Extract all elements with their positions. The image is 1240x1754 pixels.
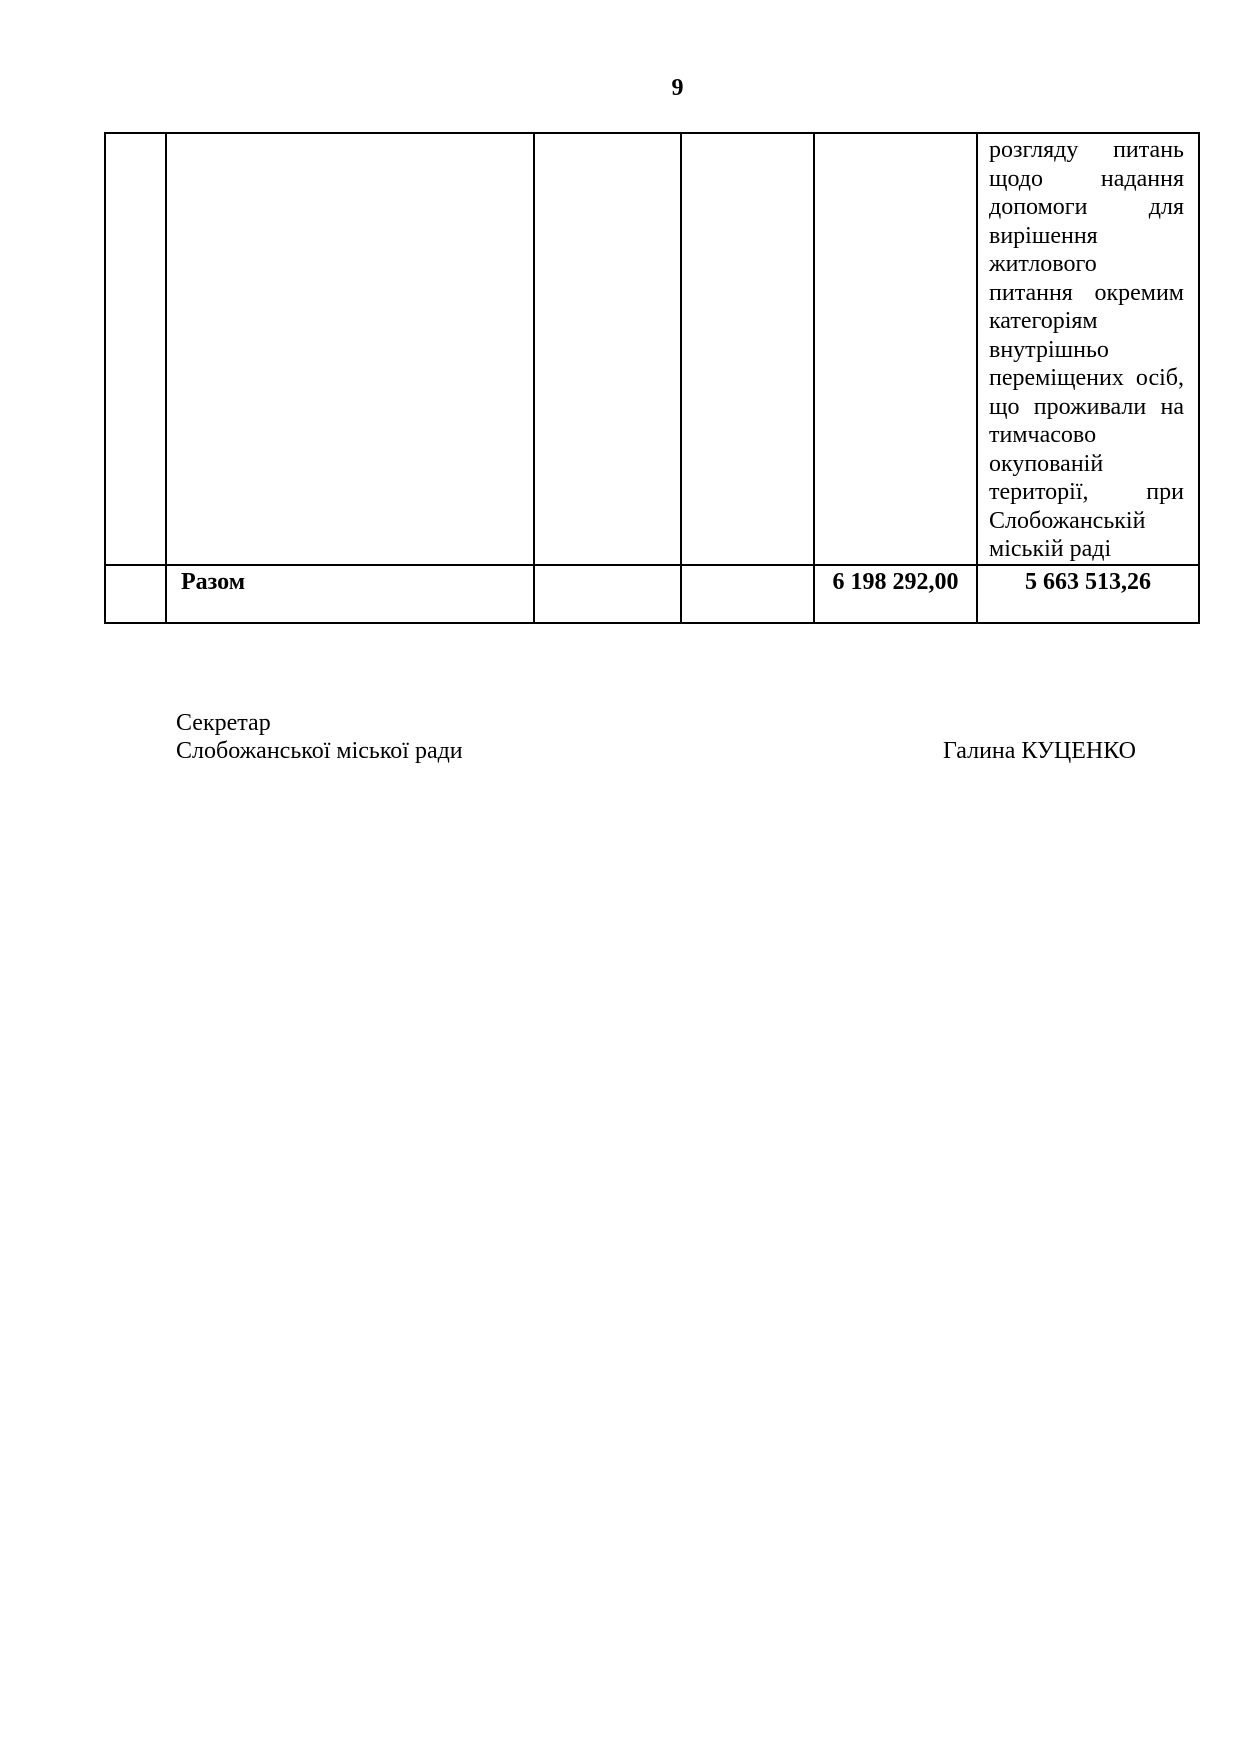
signature-name: Галина КУЦЕНКО	[942, 738, 1136, 764]
description-line: переміщених осіб,	[989, 365, 1184, 391]
description-line: внутрішньо	[989, 336, 1109, 363]
signature-title-line2: Слобожанської міської ради	[176, 738, 463, 764]
total-label: Разом	[166, 565, 534, 623]
signature-title-line1: Секретар	[176, 710, 271, 736]
description-line: допомоги для	[989, 194, 1184, 220]
description-line: вирішення	[989, 222, 1098, 249]
amount-cell	[814, 133, 977, 565]
description-line: що проживали на	[989, 393, 1184, 420]
description-line: щодо надання	[989, 165, 1184, 192]
total-row	[105, 565, 1199, 623]
empty-cell	[534, 565, 681, 623]
empty-cell	[681, 133, 814, 565]
description-line: житлового	[989, 251, 1097, 277]
program-name-cell	[166, 133, 534, 565]
description-line: категоріям	[989, 308, 1098, 334]
description-line: питання окремим	[989, 279, 1184, 306]
signature-block	[176, 709, 1136, 765]
budget-table	[104, 132, 1200, 624]
description-line: міській раді	[989, 536, 1112, 562]
description-cell	[977, 133, 1199, 565]
description-line: тимчасово	[989, 422, 1097, 448]
row-number-cell	[105, 565, 166, 623]
description-line: Слобожанській	[989, 507, 1146, 534]
description-line: окупованій	[989, 450, 1104, 477]
description-line: розгляду питань	[989, 137, 1184, 163]
table-row	[105, 133, 1199, 565]
row-number-cell	[105, 133, 166, 565]
total-amount-actual: 5 663 513,26	[977, 565, 1199, 623]
empty-cell	[534, 133, 681, 565]
description-line: території, при	[989, 479, 1184, 505]
total-amount-planned: 6 198 292,00	[814, 565, 977, 623]
empty-cell	[681, 565, 814, 623]
page-number: 9	[671, 75, 684, 101]
